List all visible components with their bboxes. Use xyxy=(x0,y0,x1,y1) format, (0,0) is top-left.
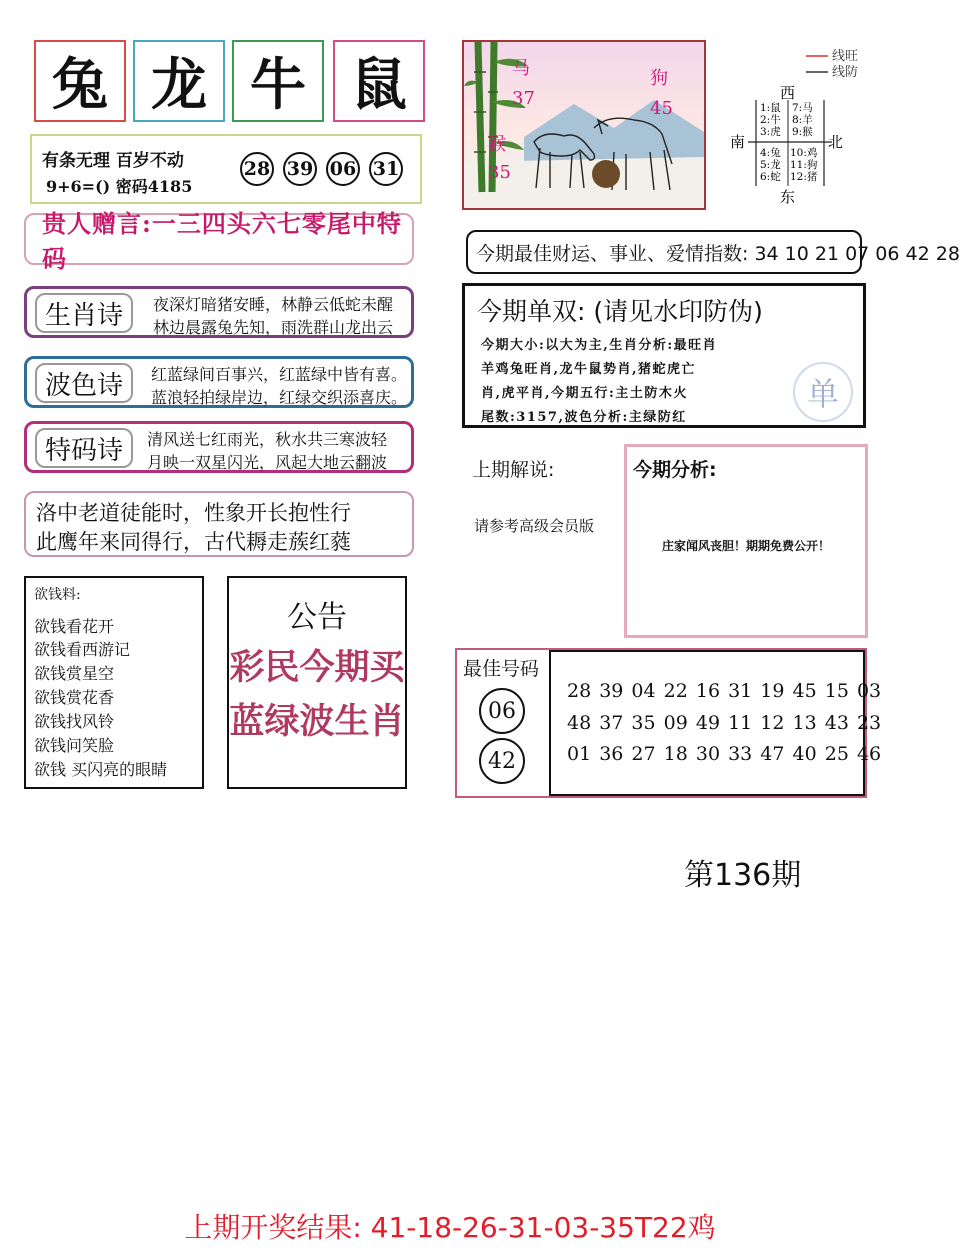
analysis-title: 今期分析: xyxy=(633,459,717,481)
compass-south: 南 xyxy=(730,133,746,151)
money-item: 欲钱赏星空 xyxy=(34,664,115,683)
money-title: 欲钱料: xyxy=(34,587,81,603)
zodiac-compass xyxy=(724,44,874,214)
zodiac-box-4: 鼠 xyxy=(333,40,425,122)
odd-even-row: 羊鸡兔旺肖,龙牛鼠势肖,猪蛇虎亡 xyxy=(481,362,697,377)
poem-line: 蓝浪轻拍绿岸边，红绿交织添喜庆。 xyxy=(151,388,408,407)
odd-even-row: 尾数:3157,波色分析:主绿防红 xyxy=(481,410,687,425)
member-note: 请参考高级会员版 xyxy=(474,517,595,535)
money-item: 欲钱看西游记 xyxy=(34,640,131,659)
wave-poem-panel xyxy=(24,356,414,408)
compass-cell: 8:羊 xyxy=(792,114,813,126)
horses-scene-image xyxy=(464,42,704,208)
legend-prosper: 线旺 xyxy=(832,49,859,64)
poem-tag: 生肖诗 xyxy=(35,293,133,333)
legend-guard: 线防 xyxy=(832,65,859,80)
special-poem-panel xyxy=(24,421,414,473)
compass-cell: 3:虎 xyxy=(760,126,781,138)
last-explanation-label: 上期解说: xyxy=(472,459,555,481)
last-draw-result: 上期开奖结果: 41-18-26-31-03-35T22鸡 xyxy=(184,1211,716,1244)
odd-even-row: 今期大小:以大为主,生肖分析:最旺肖 xyxy=(481,338,718,353)
zodiac-box-3: 牛 xyxy=(232,40,324,122)
compass-cell: 1:鼠 xyxy=(760,102,781,114)
best-ball: 42 xyxy=(479,738,525,784)
motto-ball: 06 xyxy=(326,152,360,186)
motto-panel xyxy=(30,134,422,204)
compass-cell: 12:猪 xyxy=(790,171,818,183)
picture-zodiac-num: 45 xyxy=(650,98,673,119)
money-riddle-panel xyxy=(24,576,204,789)
motto-ball: 31 xyxy=(369,152,403,186)
money-item: 欲钱赏花香 xyxy=(34,688,115,707)
picture-zodiac-label: 猴 xyxy=(488,134,506,155)
poem-line: 林边晨露兔先知，雨洗群山龙出云 xyxy=(153,318,394,337)
zodiac-box-1: 兔 xyxy=(34,40,126,122)
compass-cell: 2:牛 xyxy=(760,114,781,126)
compass-cell: 7:马 xyxy=(792,102,813,114)
motto-ball: 28 xyxy=(240,152,274,186)
notice-panel xyxy=(227,576,407,789)
compass-north: 北 xyxy=(828,133,844,151)
compass-cell: 5:龙 xyxy=(760,159,781,171)
money-item: 欲钱找风铃 xyxy=(34,712,115,731)
poem-line: 夜深灯暗猪安睡，林静云低蛇未醒 xyxy=(153,295,394,314)
zodiac-box-2: 龙 xyxy=(133,40,225,122)
best-ball: 06 xyxy=(479,688,525,734)
compass-cell: 9:猴 xyxy=(792,126,813,138)
number-row: 01 36 27 18 30 33 47 40 25 46 xyxy=(567,743,882,765)
notice-line: 蓝绿波生肖 xyxy=(229,701,405,742)
verse-panel xyxy=(24,491,414,557)
horses-illustration xyxy=(462,40,706,210)
best-numbers-panel xyxy=(455,648,882,798)
picture-zodiac-num: 37 xyxy=(512,88,535,109)
fortune-index: 今期最佳财运、事业、爱情指数: 34 10 21 07 06 42 28 xyxy=(466,230,862,274)
poem-line: 红蓝绿间百事兴，红蓝绿中皆有喜。 xyxy=(151,365,408,384)
issue-number: 第136期 xyxy=(684,858,802,893)
number-row: 48 37 35 09 49 11 12 13 43 23 xyxy=(567,712,882,734)
notice-line: 彩民今期买 xyxy=(229,647,405,688)
verse-line: 此鹰年来同得行，古代耨走蔟红蕤 xyxy=(36,530,351,554)
verse-line: 洛中老道徒能时，性象开长抱性行 xyxy=(36,501,351,525)
watermark-stamp: 单 xyxy=(793,362,853,422)
analysis-panel xyxy=(624,444,868,638)
poem-tag: 特码诗 xyxy=(35,428,133,468)
notice-title: 公告 xyxy=(287,600,347,635)
poem-tag: 波色诗 xyxy=(35,363,133,403)
money-item: 欲钱 买闪亮的眼睛 xyxy=(34,760,168,779)
poem-line: 清风送七红雨光，秋水共三寒波轻 xyxy=(147,430,388,449)
compass-cell: 6:蛇 xyxy=(760,171,781,183)
picture-zodiac-num: 35 xyxy=(488,162,511,183)
motto-line-1: 有条无理 百岁不动 xyxy=(42,151,184,171)
odd-even-panel xyxy=(462,283,866,428)
money-item: 欲钱问笑脸 xyxy=(34,736,115,755)
odd-even-header: 今期单双: (请见水印防伪) xyxy=(477,297,763,326)
analysis-content: 庄家闻风丧胆！期期免费公开！ xyxy=(661,539,830,553)
poem-line: 月映一双星闪光，风起大地云翻波 xyxy=(147,453,388,472)
money-item: 欲钱看花开 xyxy=(34,617,115,636)
compass-cell: 10:鸡 xyxy=(790,147,818,159)
compass-cell: 11:狗 xyxy=(790,159,818,171)
motto-line-2: 9+6=() 密码4185 xyxy=(46,177,193,196)
number-row: 28 39 04 22 16 31 19 45 15 03 xyxy=(567,680,882,702)
gift-banner: 贵人赠言:一三四头六七零尾中特码 xyxy=(24,213,414,265)
motto-ball: 39 xyxy=(283,152,317,186)
odd-even-row: 肖,虎平肖,今期五行:主土防木火 xyxy=(481,386,688,401)
compass-cell: 4:兔 xyxy=(760,147,781,159)
picture-zodiac-label: 狗 xyxy=(650,68,668,89)
best-numbers-title: 最佳号码 xyxy=(463,658,540,680)
zodiac-poem-panel xyxy=(24,286,414,338)
compass-west: 西 xyxy=(780,84,796,102)
compass-east: 东 xyxy=(780,188,796,206)
picture-zodiac-label: 马 xyxy=(512,58,530,79)
